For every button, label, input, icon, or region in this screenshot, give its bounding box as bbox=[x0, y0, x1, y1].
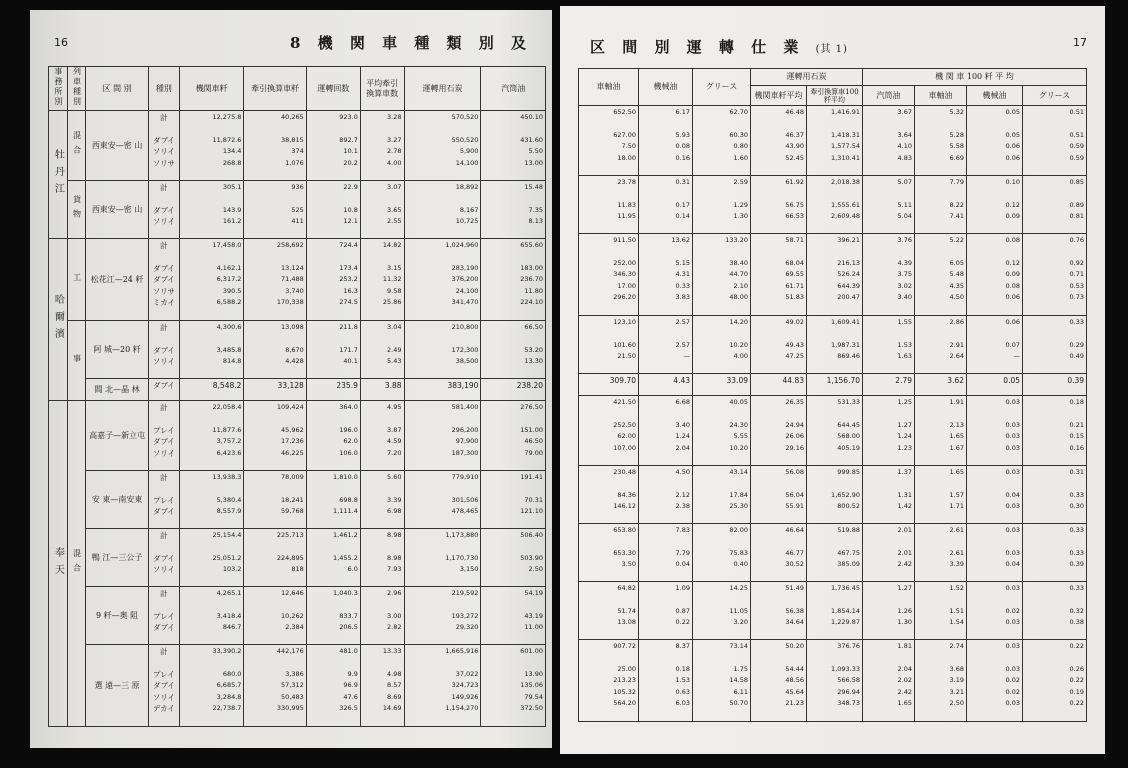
cyl-oil-cell: 506.40 503.90 2.50 bbox=[481, 529, 546, 587]
axle-oil-cell: 653.80 653.30 3.50 bbox=[579, 524, 639, 582]
coal-per-km-cell: 50.20 54.44 48.56 45.64 21.23 bbox=[751, 640, 807, 722]
right-row bbox=[579, 524, 1087, 582]
avg-grease-cell: 0.33 0.32 0.38 bbox=[1023, 582, 1087, 640]
coal-per-km-cell: 51.49 56.38 34.64 bbox=[751, 582, 807, 640]
avg-grease-cell: 0.33 0.29 0.49 bbox=[1023, 316, 1087, 374]
right-row bbox=[579, 582, 1087, 640]
machine-oil-cell: 0.31 0.17 0.14 bbox=[639, 176, 693, 234]
axle-oil-cell: 907.72 25.00 213.23 105.32 564.20 bbox=[579, 640, 639, 722]
coal-cell: 18,892 8,167 10,725 bbox=[404, 181, 481, 239]
coal-cell: 1,024,960 283,190 376,200 24,100 341,470 bbox=[404, 239, 481, 321]
region-cell: 奉 天 bbox=[49, 401, 68, 727]
left-row bbox=[49, 321, 546, 379]
left-row bbox=[49, 587, 546, 645]
avg-grease-cell: 0.39 bbox=[1023, 374, 1087, 396]
header-type: 種別 bbox=[148, 67, 179, 111]
coal-cell: 779,910 301,506 478,465 bbox=[404, 471, 481, 529]
type-cell: 計 プレイ ダブイ ソリイ bbox=[148, 401, 179, 471]
coal-per-100-cell: 1,736.45 1,854.14 1,229.87 bbox=[807, 582, 863, 640]
cyl-oil-cell: 54.19 43.19 11.00 bbox=[481, 587, 546, 645]
avg-cell: 8.98 8.98 7.93 bbox=[360, 529, 404, 587]
machine-oil-cell: 6.17 5.93 0.08 0.16 bbox=[639, 106, 693, 176]
loco-km-cell: 8,548.2 bbox=[179, 379, 243, 401]
header-train-type: 列車種別 bbox=[67, 67, 86, 111]
cyl-oil-cell: 66.50 53.20 13.30 bbox=[481, 321, 546, 379]
right-row bbox=[579, 396, 1087, 466]
runs-cell: 22.9 10.8 12.1 bbox=[306, 181, 360, 239]
header-avg-axle-oil: 車軸油 bbox=[915, 86, 967, 106]
conv-km-cell: 13,098 8,670 4,428 bbox=[244, 321, 306, 379]
left-row bbox=[49, 379, 546, 401]
page-title-left: 8 機 関 車 種 類 別 及 bbox=[290, 34, 532, 52]
left-row bbox=[49, 239, 546, 321]
coal-per-km-cell: 46.64 46.77 30.52 bbox=[751, 524, 807, 582]
type-cell: 計 ダブイ ダブイ ソリサ ミカイ bbox=[148, 239, 179, 321]
loco-km-cell: 4,265.1 3,418.4 846.7 bbox=[179, 587, 243, 645]
conv-km-cell: 225,713 224,895 818 bbox=[244, 529, 306, 587]
axle-oil-cell: 421.50 252.50 62.00 107.00 bbox=[579, 396, 639, 466]
avg-grease-cell: 0.76 0.92 0.71 0.53 0.73 bbox=[1023, 234, 1087, 316]
avg-grease-cell: 0.18 0.21 0.15 0.16 bbox=[1023, 396, 1087, 466]
right-page bbox=[560, 6, 1105, 754]
conv-km-cell: 33,128 bbox=[244, 379, 306, 401]
avg-axle-cell: 3.62 bbox=[915, 374, 967, 396]
cyl-oil-cell: 601.00 13.90 135.06 79.54 372.50 bbox=[481, 645, 546, 727]
right-row bbox=[579, 106, 1087, 176]
left-row bbox=[49, 529, 546, 587]
avg-cylinder-cell: 1.55 1.53 1.63 bbox=[863, 316, 915, 374]
axle-oil-cell: 911.50 252.00 346.30 17.00 296.20 bbox=[579, 234, 639, 316]
coal-per-km-cell: 46.48 46.37 43.90 52.45 bbox=[751, 106, 807, 176]
runs-cell: 923.0 892.7 10.1 20.2 bbox=[306, 111, 360, 181]
left-page bbox=[30, 10, 552, 748]
avg-machine-cell: 0.05 bbox=[967, 374, 1023, 396]
coal-per-100-cell: 1,416.91 1,418.31 1,577.54 1,310.41 bbox=[807, 106, 863, 176]
avg-machine-cell: 0.08 0.12 0.09 0.08 0.06 bbox=[967, 234, 1023, 316]
conv-km-cell: 78,009 18,241 59,768 bbox=[244, 471, 306, 529]
page-title-right: 区 間 別 運 轉 仕 業 (其 1) bbox=[590, 38, 848, 56]
train-type-cell: 工 bbox=[67, 239, 86, 321]
loco-km-cell: 17,458.0 4,162.1 6,317.2 390.5 6,588.2 bbox=[179, 239, 243, 321]
coal-per-100-cell: 396.21 216.13 526.24 644.39 200.47 bbox=[807, 234, 863, 316]
right-row bbox=[579, 374, 1087, 396]
route-cell: 高嘉子—新立屯 bbox=[86, 401, 148, 471]
coal-per-100-cell: 2,018.38 1,555.61 2,609.48 bbox=[807, 176, 863, 234]
coal-cell: 1,173,880 1,170,730 3,150 bbox=[404, 529, 481, 587]
machine-oil-cell: 4.43 bbox=[639, 374, 693, 396]
coal-per-100-cell: 531.33 644.45 568.00 405.19 bbox=[807, 396, 863, 466]
axle-oil-cell: 230.48 84.36 146.12 bbox=[579, 466, 639, 524]
coal-per-100-cell: 1,609.41 1,987.31 869.46 bbox=[807, 316, 863, 374]
avg-cylinder-cell: 1.81 2.04 2.02 2.42 1.65 bbox=[863, 640, 915, 722]
header-runs: 運轉回数 bbox=[306, 67, 360, 111]
grease-cell: 73.14 1.75 14.58 6.11 50.70 bbox=[693, 640, 751, 722]
avg-axle-cell: 1.91 2.13 1.65 1.67 bbox=[915, 396, 967, 466]
grease-cell: 14.20 10.20 4.00 bbox=[693, 316, 751, 374]
train-type-cell: 混 合 bbox=[67, 111, 86, 181]
runs-cell: 481.0 9.9 96.9 47.6 326.5 bbox=[306, 645, 360, 727]
header-grease: グリース bbox=[693, 69, 751, 106]
type-cell: 計 プレイ ダブイ bbox=[148, 471, 179, 529]
conv-km-cell: 442,176 3,386 57,312 50,483 330,995 bbox=[244, 645, 306, 727]
runs-cell: 364.0 196.0 62.0 106.0 bbox=[306, 401, 360, 471]
right-row bbox=[579, 640, 1087, 722]
coal-cell: 383,190 bbox=[404, 379, 481, 401]
page-number-right: 17 bbox=[1073, 36, 1087, 49]
loco-km-cell: 4,300.6 3,485.8 814.8 bbox=[179, 321, 243, 379]
machine-oil-cell: 7.83 7.79 0.04 bbox=[639, 524, 693, 582]
avg-axle-cell: 1.65 1.57 1.71 bbox=[915, 466, 967, 524]
coal-cell: 219,592 193,272 29,320 bbox=[404, 587, 481, 645]
avg-grease-cell: 0.22 0.26 0.22 0.19 0.22 bbox=[1023, 640, 1087, 722]
right-data-table bbox=[578, 68, 1087, 722]
coal-per-km-cell: 56.08 56.04 55.91 bbox=[751, 466, 807, 524]
axle-oil-cell: 23.78 11.83 11.95 bbox=[579, 176, 639, 234]
avg-cylinder-cell: 1.37 1.31 1.42 bbox=[863, 466, 915, 524]
grease-cell: 43.14 17.84 25.30 bbox=[693, 466, 751, 524]
grease-cell: 133.20 38.40 44.70 2.10 48.00 bbox=[693, 234, 751, 316]
header-machine-oil: 機械油 bbox=[639, 69, 693, 106]
coal-cell: 581,400 296,200 97,900 187,300 bbox=[404, 401, 481, 471]
avg-machine-cell: 0.03 0.03 0.02 0.02 0.03 bbox=[967, 640, 1023, 722]
avg-axle-cell: 2.74 3.68 3.19 3.21 2.50 bbox=[915, 640, 967, 722]
right-header-row-1 bbox=[579, 69, 1087, 86]
grease-cell: 14.25 11.05 3.20 bbox=[693, 582, 751, 640]
coal-per-100-cell: 999.85 1,652.90 800.52 bbox=[807, 466, 863, 524]
coal-per-km-cell: 44.83 bbox=[751, 374, 807, 396]
cyl-oil-cell: 191.41 70.31 121.10 bbox=[481, 471, 546, 529]
grease-cell: 2.59 1.29 1.30 bbox=[693, 176, 751, 234]
loco-km-cell: 305.1 143.9 161.2 bbox=[179, 181, 243, 239]
region-cell: 哈 爾 濱 bbox=[49, 239, 68, 401]
avg-grease-cell: 0.51 0.51 0.59 0.59 bbox=[1023, 106, 1087, 176]
avg-machine-cell: 0.03 0.02 0.03 bbox=[967, 582, 1023, 640]
runs-cell: 724.4 173.4 253.2 16.3 274.5 bbox=[306, 239, 360, 321]
axle-oil-cell: 652.50 627.00 7.50 18.00 bbox=[579, 106, 639, 176]
route-cell: 西東安—密 山 bbox=[86, 111, 148, 181]
train-type-cell: 事 bbox=[67, 321, 86, 401]
grease-cell: 40.05 24.30 5.55 10.20 bbox=[693, 396, 751, 466]
page-number-left: 16 bbox=[54, 36, 68, 49]
coal-per-km-cell: 58.71 68.04 69.55 61.71 51.83 bbox=[751, 234, 807, 316]
conv-km-cell: 258,692 13,124 71,488 3,740 170,338 bbox=[244, 239, 306, 321]
coal-cell: 1,665,916 37,022 324,723 149,926 1,154,270 bbox=[404, 645, 481, 727]
avg-cell: 13.33 4.98 8.57 8.69 14.69 bbox=[360, 645, 404, 727]
avg-axle-cell: 5.22 6.05 5.48 4.35 4.50 bbox=[915, 234, 967, 316]
avg-cell: 3.04 2.49 5.43 bbox=[360, 321, 404, 379]
runs-cell: 1,810.0 698.8 1,111.4 bbox=[306, 471, 360, 529]
avg-cell: 2.96 3.00 2.82 bbox=[360, 587, 404, 645]
cyl-oil-cell: 655.60 183.00 236.70 11.80 224.10 bbox=[481, 239, 546, 321]
route-cell: 阿 城—20 粁 bbox=[86, 321, 148, 379]
axle-oil-cell: 309.70 bbox=[579, 374, 639, 396]
header-office: 事務所別 bbox=[49, 67, 68, 111]
avg-cell: 5.60 3.39 6.98 bbox=[360, 471, 404, 529]
avg-machine-cell: 0.10 0.12 0.09 bbox=[967, 176, 1023, 234]
avg-machine-cell: 0.03 0.03 0.04 bbox=[967, 524, 1023, 582]
cyl-oil-cell: 450.10 431.60 5.50 13.00 bbox=[481, 111, 546, 181]
type-cell: 計 ダブイ ソリイ bbox=[148, 181, 179, 239]
route-cell: 松花江—24 粁 bbox=[86, 239, 148, 321]
avg-cell: 4.95 3.87 4.59 7.20 bbox=[360, 401, 404, 471]
avg-machine-cell: 0.05 0.05 0.06 0.06 bbox=[967, 106, 1023, 176]
route-cell: 閻 北—晶 林 bbox=[86, 379, 148, 401]
machine-oil-cell: 4.50 2.12 2.38 bbox=[639, 466, 693, 524]
header-avg-cars: 平均牽引換算車数 bbox=[360, 67, 404, 111]
machine-oil-cell: 2.57 2.57 — bbox=[639, 316, 693, 374]
right-row bbox=[579, 466, 1087, 524]
machine-oil-cell: 13.62 5.15 4.31 0.33 3.83 bbox=[639, 234, 693, 316]
type-cell: 計 ダブイ ソリイ bbox=[148, 321, 179, 379]
type-cell: 計 ダブイ ソリイ ソリサ bbox=[148, 111, 179, 181]
loco-km-cell: 13,938.3 5,380.4 8,557.9 bbox=[179, 471, 243, 529]
left-row bbox=[49, 471, 546, 529]
avg-machine-cell: 0.03 0.03 0.03 0.03 bbox=[967, 396, 1023, 466]
header-loco-km: 機関車粁 bbox=[179, 67, 243, 111]
avg-cylinder-cell: 2.79 bbox=[863, 374, 915, 396]
type-cell: 計 プレイ ダブイ ソリイ デカイ bbox=[148, 645, 179, 727]
header-coal: 運轉用石炭 bbox=[404, 67, 481, 111]
left-row bbox=[49, 645, 546, 727]
grease-cell: 82.00 75.83 0.40 bbox=[693, 524, 751, 582]
grease-cell: 62.70 60.30 0.80 1.60 bbox=[693, 106, 751, 176]
avg-cell: 3.28 3.27 2.78 4.00 bbox=[360, 111, 404, 181]
coal-cell: 570,520 550,520 5,900 14,100 bbox=[404, 111, 481, 181]
header-per-100km: 機 関 車 100 粁 平 均 bbox=[863, 69, 1087, 86]
cyl-oil-cell: 238.20 bbox=[481, 379, 546, 401]
header-route: 区 間 別 bbox=[86, 67, 148, 111]
runs-cell: 1,461.2 1,455.2 6.0 bbox=[306, 529, 360, 587]
avg-cylinder-cell: 3.67 3.64 4.10 4.83 bbox=[863, 106, 915, 176]
route-cell: 安 東—南安東 bbox=[86, 471, 148, 529]
region-cell: 牡 丹 江 bbox=[49, 111, 68, 239]
left-row bbox=[49, 111, 546, 181]
conv-km-cell: 40,265 38,815 374 1,076 bbox=[244, 111, 306, 181]
type-cell: 計 プレイ ダブイ bbox=[148, 587, 179, 645]
machine-oil-cell: 1.09 0.87 0.22 bbox=[639, 582, 693, 640]
avg-grease-cell: 0.85 0.89 0.81 bbox=[1023, 176, 1087, 234]
avg-cylinder-cell: 1.27 1.26 1.30 bbox=[863, 582, 915, 640]
avg-axle-cell: 2.86 2.91 2.64 bbox=[915, 316, 967, 374]
right-row bbox=[579, 234, 1087, 316]
avg-cylinder-cell: 3.76 4.39 3.75 3.02 3.40 bbox=[863, 234, 915, 316]
left-header-row bbox=[49, 67, 546, 111]
loco-km-cell: 12,275.8 11,872.6 134.4 268.8 bbox=[179, 111, 243, 181]
header-avg-grease: グリース bbox=[1023, 86, 1087, 106]
loco-km-cell: 22,058.4 11,877.6 3,757.2 6,423.6 bbox=[179, 401, 243, 471]
left-row bbox=[49, 181, 546, 239]
left-data-table bbox=[48, 66, 546, 727]
type-cell: 計 ダブイ ソリイ bbox=[148, 529, 179, 587]
coal-per-km-cell: 26.35 24.94 26.06 29.16 bbox=[751, 396, 807, 466]
cyl-oil-cell: 15.48 7.35 8.13 bbox=[481, 181, 546, 239]
page-subtitle-right: (其 1) bbox=[815, 44, 848, 55]
avg-cell: 3.88 bbox=[360, 379, 404, 401]
route-cell: 9 粁—奥 阻 bbox=[86, 587, 148, 645]
right-row bbox=[579, 176, 1087, 234]
header-conv-km: 牽引換算車粁 bbox=[244, 67, 306, 111]
axle-oil-cell: 123.10 101.60 21.50 bbox=[579, 316, 639, 374]
conv-km-cell: 936 525 411 bbox=[244, 181, 306, 239]
coal-per-100-cell: 1,156.70 bbox=[807, 374, 863, 396]
conv-km-cell: 109,424 45,962 17,236 46,225 bbox=[244, 401, 306, 471]
avg-cylinder-cell: 1.25 1.27 1.24 1.23 bbox=[863, 396, 915, 466]
avg-axle-cell: 2.61 2.61 3.39 bbox=[915, 524, 967, 582]
route-cell: 西東安—密 山 bbox=[86, 181, 148, 239]
coal-per-km-cell: 49.02 49.43 47.25 bbox=[751, 316, 807, 374]
loco-km-cell: 33,390.2 680.0 6,685.7 3,284.8 22,738.7 bbox=[179, 645, 243, 727]
type-cell: ダブイ bbox=[148, 379, 179, 401]
avg-machine-cell: 0.03 0.04 0.03 bbox=[967, 466, 1023, 524]
avg-axle-cell: 5.32 5.28 5.58 6.69 bbox=[915, 106, 967, 176]
left-row bbox=[49, 401, 546, 471]
cyl-oil-cell: 276.50 151.00 46.50 79.00 bbox=[481, 401, 546, 471]
coal-per-100-cell: 376.76 1,093.33 566.58 296.94 348.73 bbox=[807, 640, 863, 722]
grease-cell: 33.09 bbox=[693, 374, 751, 396]
header-avg-cylinder-oil: 汽筒油 bbox=[863, 86, 915, 106]
right-row bbox=[579, 316, 1087, 374]
avg-axle-cell: 7.79 8.22 7.41 bbox=[915, 176, 967, 234]
avg-axle-cell: 1.52 1.51 1.54 bbox=[915, 582, 967, 640]
header-axle-oil: 車軸油 bbox=[579, 69, 639, 106]
runs-cell: 1,040.3 833.7 206.5 bbox=[306, 587, 360, 645]
route-cell: 選 遠—三 原 bbox=[86, 645, 148, 727]
machine-oil-cell: 6.68 3.40 1.24 2.04 bbox=[639, 396, 693, 466]
avg-grease-cell: 0.33 0.33 0.39 bbox=[1023, 524, 1087, 582]
header-avg-machine-oil: 機械油 bbox=[967, 86, 1023, 106]
runs-cell: 211.8 171.7 40.1 bbox=[306, 321, 360, 379]
conv-km-cell: 12,646 10,262 2,384 bbox=[244, 587, 306, 645]
loco-km-cell: 25,154.4 25,051.2 103.2 bbox=[179, 529, 243, 587]
machine-oil-cell: 8.37 0.18 1.53 0.63 6.03 bbox=[639, 640, 693, 722]
header-running-coal: 運轉用石炭 bbox=[751, 69, 863, 86]
header-coal-per-loco-km: 機関車粁平均 bbox=[751, 86, 807, 106]
avg-cell: 3.07 3.65 2.55 bbox=[360, 181, 404, 239]
avg-cylinder-cell: 2.01 2.01 2.42 bbox=[863, 524, 915, 582]
coal-per-km-cell: 61.92 56.75 66.53 bbox=[751, 176, 807, 234]
train-type-cell: 混 合 bbox=[67, 401, 86, 727]
avg-grease-cell: 0.31 0.33 0.30 bbox=[1023, 466, 1087, 524]
route-cell: 鴨 江—三公子 bbox=[86, 529, 148, 587]
train-type-cell: 貨 物 bbox=[67, 181, 86, 239]
axle-oil-cell: 64.82 51.74 13.08 bbox=[579, 582, 639, 640]
avg-cell: 14.82 3.15 11.32 9.58 25.86 bbox=[360, 239, 404, 321]
header-coal-per-100-car-km: 牽引換算車100粁平均 bbox=[807, 86, 863, 106]
coal-cell: 210,800 172,300 38,500 bbox=[404, 321, 481, 379]
header-cylinder-oil: 汽筒油 bbox=[481, 67, 546, 111]
runs-cell: 235.9 bbox=[306, 379, 360, 401]
avg-cylinder-cell: 5.07 5.11 5.04 bbox=[863, 176, 915, 234]
avg-machine-cell: 0.06 0.07 — bbox=[967, 316, 1023, 374]
coal-per-100-cell: 519.88 467.75 385.09 bbox=[807, 524, 863, 582]
